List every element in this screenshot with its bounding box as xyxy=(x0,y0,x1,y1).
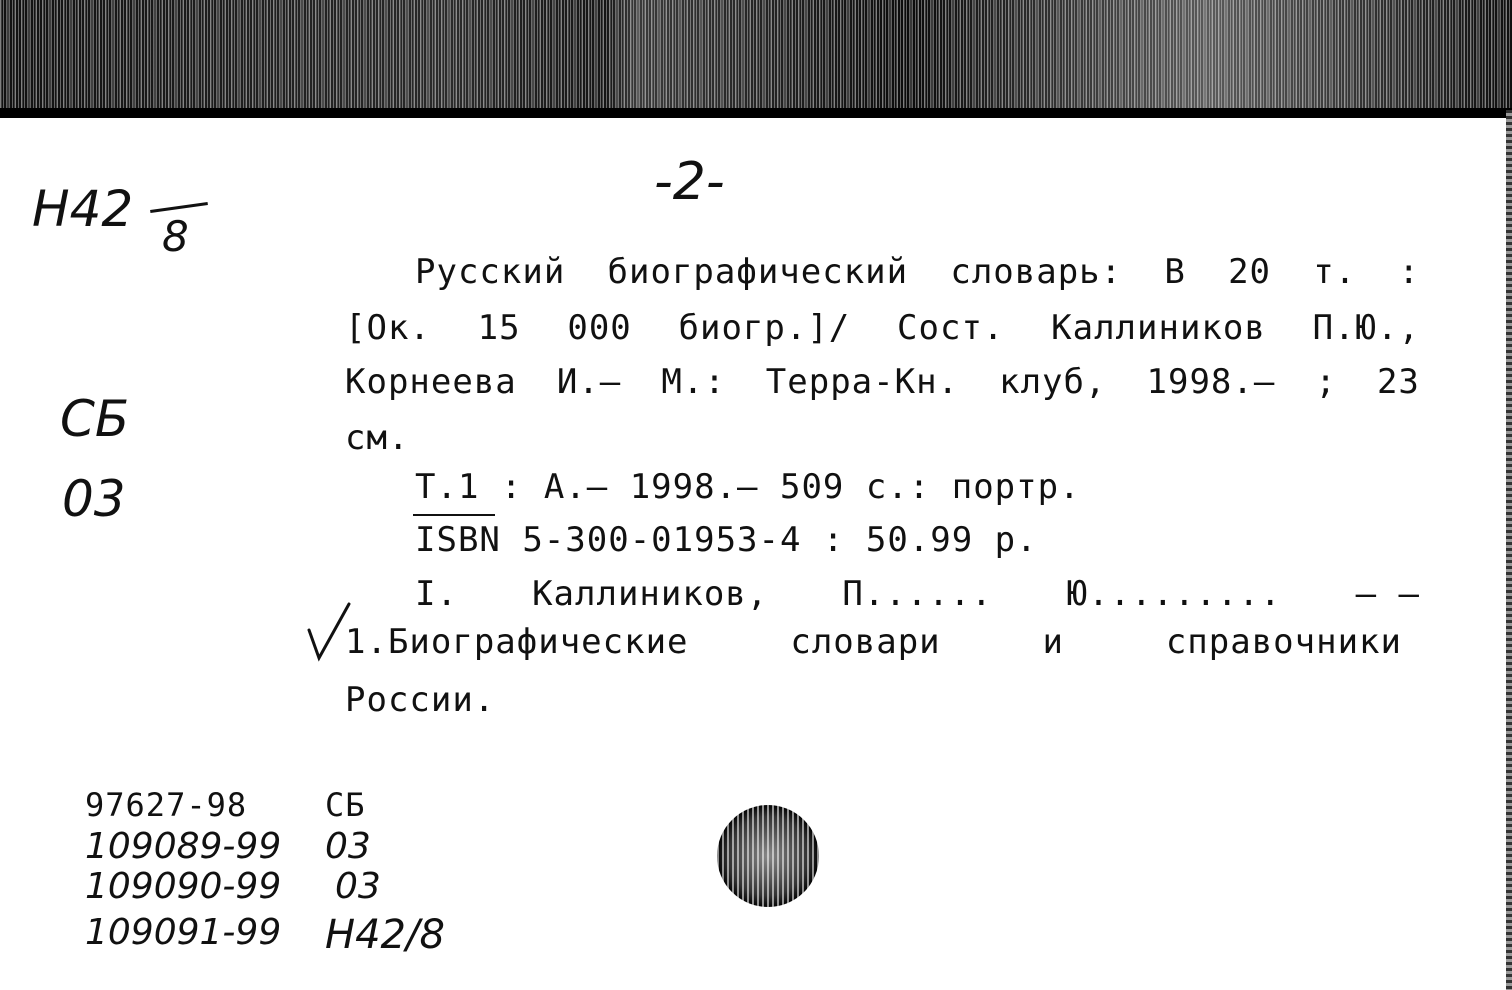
scan-right-edge xyxy=(1506,110,1512,990)
shelfmark-sub: 8 xyxy=(162,212,189,261)
accession-number: 109089-99 xyxy=(85,826,282,867)
entry-word: Ю......... xyxy=(1066,574,1282,614)
entry-word: 1998.– xyxy=(1146,362,1276,402)
side-code-2: 03 xyxy=(62,470,126,528)
entry-word: 15 xyxy=(477,308,521,348)
entry-word: В xyxy=(1164,252,1186,292)
page-number: -2- xyxy=(654,152,725,212)
accession-number: 109091-99 xyxy=(85,912,282,953)
entry-word: : xyxy=(1398,252,1420,292)
entry-word: т. xyxy=(1313,252,1357,292)
entry-word: Русский xyxy=(415,252,566,292)
shelfmark-main: Н42 xyxy=(32,180,134,238)
entry-word: М.: xyxy=(661,362,726,402)
accession-code: 03 xyxy=(325,826,371,867)
entry-line-3 xyxy=(345,362,1420,402)
added-entry-line xyxy=(415,574,1420,614)
entry-word: справочники xyxy=(1165,622,1402,662)
entry-word: 23 xyxy=(1376,362,1420,402)
punch-hole xyxy=(717,805,819,907)
accession-number: 97627-98 xyxy=(85,786,248,824)
entry-word: Корнеева xyxy=(345,362,517,402)
entry-word: П.Ю., xyxy=(1312,308,1420,348)
accession-code: Н42/8 xyxy=(325,912,445,958)
entry-word: 1.Биографические xyxy=(345,622,689,662)
accession-number: 109090-99 xyxy=(85,866,282,907)
entry-word: ; xyxy=(1315,362,1337,402)
entry-word: словарь: xyxy=(950,252,1123,292)
entry-word: Сост. xyxy=(897,308,1005,348)
entry-word: и xyxy=(1042,622,1064,662)
entry-word: I. xyxy=(415,574,458,614)
entry-line-1 xyxy=(415,252,1420,292)
entry-line-2 xyxy=(345,308,1420,348)
accession-code: 03 xyxy=(335,866,381,907)
volume-underline xyxy=(413,514,495,516)
accession-code: СБ xyxy=(325,786,366,824)
subject-continuation: России. xyxy=(345,680,496,720)
entry-line-4: см. xyxy=(345,418,410,458)
entry-word: – – xyxy=(1355,574,1420,614)
entry-word: клуб, xyxy=(999,362,1107,402)
entry-word: биогр.]/ xyxy=(678,308,851,348)
entry-word: словари xyxy=(790,622,941,662)
entry-word: Терра-Кн. xyxy=(765,362,960,402)
side-code-1: СБ xyxy=(60,390,130,448)
entry-word: И.– xyxy=(556,362,622,402)
subject-line xyxy=(345,622,1402,662)
volume-line: Т.1 : А.– 1998.– 509 с.: портр. xyxy=(415,467,1081,507)
entry-word: Каллиников xyxy=(1051,308,1266,348)
entry-word: П...... xyxy=(842,574,993,614)
entry-word: [Ок. xyxy=(345,308,431,348)
scan-top-border xyxy=(0,0,1512,118)
entry-word: 000 xyxy=(567,308,632,348)
entry-word: Каллиников, xyxy=(532,574,769,614)
isbn-line: ISBN 5-300-01953-4 : 50.99 р. xyxy=(415,520,1038,560)
entry-word: биографический xyxy=(607,252,909,292)
entry-word: 20 xyxy=(1228,252,1272,292)
